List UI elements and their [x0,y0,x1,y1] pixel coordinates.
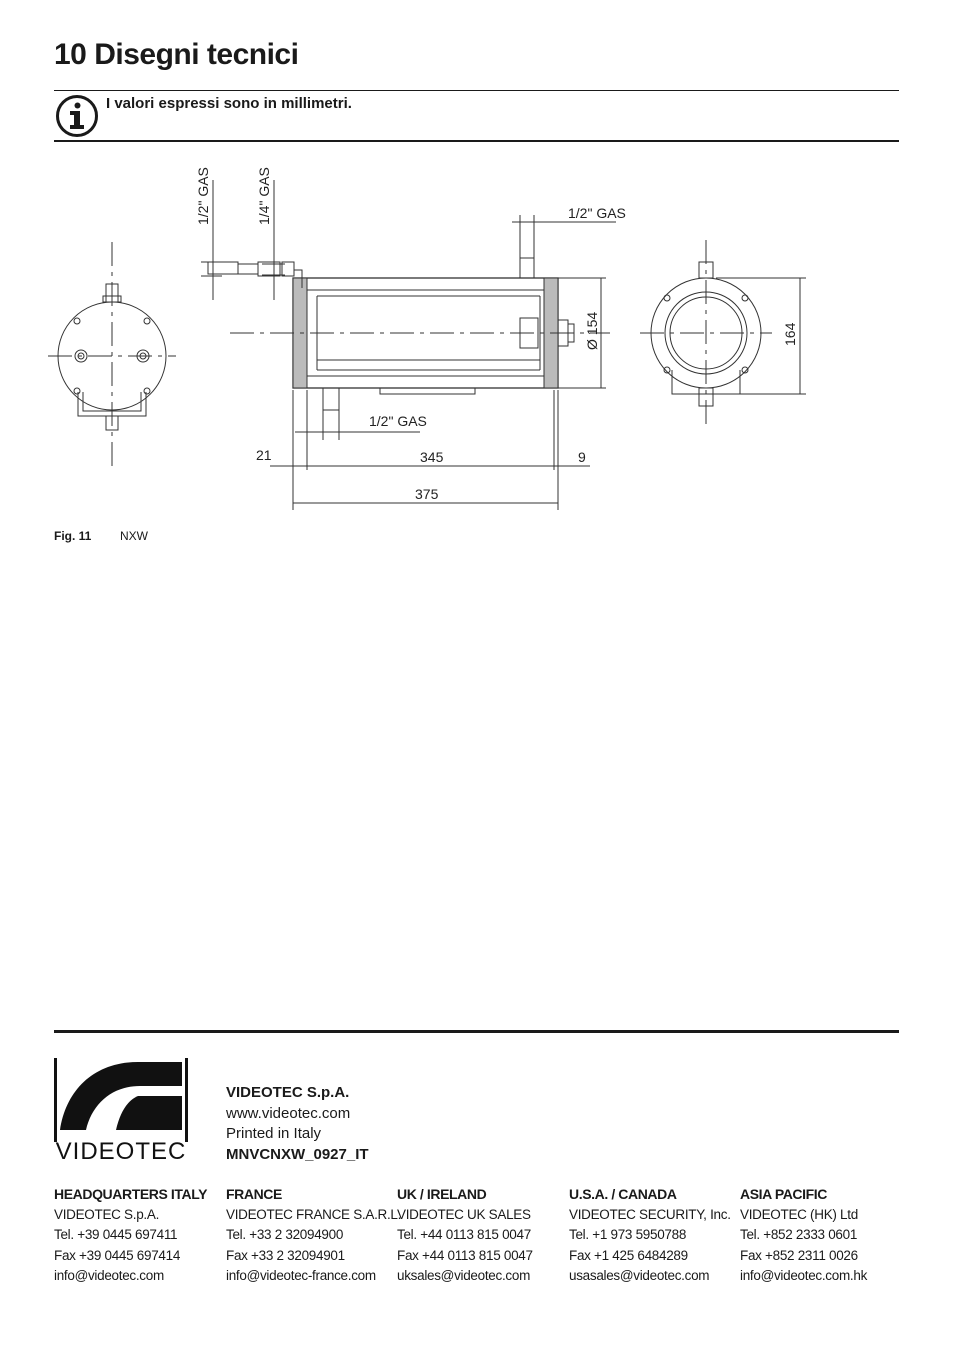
office-fax: Fax +44 0113 815 0047 [397,1247,533,1263]
office-email[interactable]: info@videotec-france.com [226,1268,376,1283]
office-email[interactable]: uksales@videotec.com [397,1268,531,1283]
label-dim-345: 345 [420,449,444,465]
videotec-logo [54,1056,188,1167]
office-email[interactable]: info@videotec.com [54,1268,164,1283]
office-fax: Fax +33 2 32094901 [226,1247,345,1263]
left-end-view [48,242,176,470]
office-tel: Tel. +1 973 5950788 [569,1227,687,1242]
label-dim-9: 9 [578,449,586,465]
label-gas-half-bottom: 1/2" GAS [369,413,427,429]
printed-in: Printed in Italy [226,1125,322,1142]
company-website: www.videotec.com [226,1104,351,1122]
office-tel: Tel. +33 2 32094900 [226,1227,344,1242]
office-heading: HEADQUARTERS ITALY [54,1186,208,1202]
office-headquarters-italy [54,1184,207,1287]
office-france [226,1184,401,1287]
office-heading: FRANCE [226,1186,282,1202]
label-dim-21: 21 [256,447,272,463]
office-asia-pacific [740,1184,867,1287]
office-heading: U.S.A. / CANADA [569,1186,677,1202]
label-height: 164 [782,322,798,346]
figure-caption: NXW [120,529,148,543]
note-text: I valori espressi sono in millimetri. [106,95,352,112]
company-block [226,1083,369,1165]
office-name: VIDEOTEC UK SALES [397,1206,531,1222]
document-code: MNVCNXW_0927_IT [226,1145,369,1163]
office-name: VIDEOTEC S.p.A. [54,1206,160,1222]
office-heading: UK / IRELAND [397,1186,487,1202]
office-usa-canada [569,1184,731,1287]
office-heading: ASIA PACIFIC [740,1186,827,1202]
office-tel: Tel. +44 0113 815 0047 [397,1227,531,1242]
office-fax: Fax +1 425 6484289 [569,1247,688,1263]
footer-rule [54,1030,899,1033]
office-fax: Fax +39 0445 697414 [54,1247,181,1263]
label-dim-375: 375 [415,486,439,502]
company-name: VIDEOTEC S.p.A. [226,1084,350,1101]
office-tel: Tel. +39 0445 697411 [54,1227,178,1242]
figure-label: Fig. 11 [54,529,92,543]
office-tel: Tel. +852 2333 0601 [740,1227,858,1242]
note-bottom-rule [54,140,899,142]
technical-drawing [0,150,954,520]
logo-text: VIDEOTEC [55,1138,187,1162]
office-email[interactable]: usasales@videotec.com [569,1268,710,1283]
office-uk-ireland [397,1184,533,1287]
side-view [60,150,616,510]
office-name: VIDEOTEC (HK) Ltd [740,1206,858,1222]
label-gas-quarter: 1/4" GAS [256,167,272,225]
office-name: VIDEOTEC SECURITY, Inc. [569,1206,731,1222]
info-icon [55,94,99,143]
label-gas-half-top: 1/2" GAS [568,205,626,221]
label-gas-half-left: 1/2" GAS [195,167,211,225]
office-email[interactable]: info@videotec.com.hk [740,1268,868,1283]
label-diameter: Ø 154 [584,311,600,350]
note-top-rule [54,90,899,91]
section-title: 10 Disegni tecnici [54,38,299,71]
office-name: VIDEOTEC FRANCE S.A.R.L. [226,1206,402,1222]
office-fax: Fax +852 2311 0026 [740,1247,858,1263]
